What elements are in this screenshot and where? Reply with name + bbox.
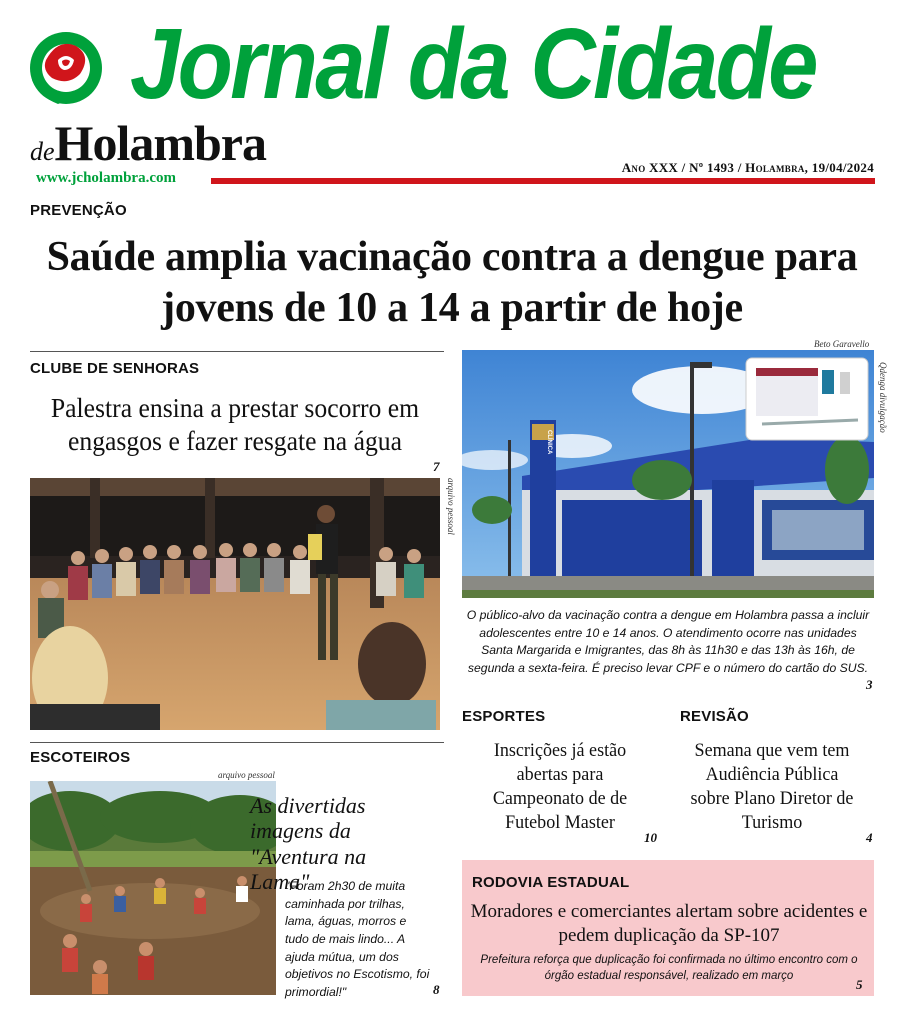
- website-link[interactable]: www.jcholambra.com: [36, 170, 176, 186]
- lead-photo-credit: Beto Garavello: [814, 339, 870, 349]
- rodovia-kicker: RODOVIA ESTADUAL: [472, 874, 630, 891]
- lead-caption: O público-alvo da vacinação contra a dengue em Holambra passa a incluir adolescentes entre 10 e 14 anos. O atendimento ocorre nas unidades Santa Margarida e Imigrantes, das 8h às 11h30 e das 13h às 16h, de segunda a sexta-feira. É preciso levar CPF e o número do cartão do SUS.: [466, 608, 870, 676]
- escoteiros-page-number: 8: [433, 982, 440, 997]
- clube-page-number: 7: [433, 459, 440, 474]
- clube-headline[interactable]: Palestra ensina a prestar socorro em engasgos e fazer resgate na água: [50, 393, 420, 456]
- escoteiros-divider: [30, 742, 444, 743]
- newspaper-subtitle: [30, 114, 266, 172]
- clinic-sign-text: CLÍNICA: [546, 430, 552, 455]
- lead-kicker: PREVENÇÃO: [30, 202, 127, 219]
- revisao-page-number: 4: [866, 830, 873, 845]
- rodovia-subtext: Prefeitura reforça que duplicação foi confirmada no último encontro com o órgão estadual responsável, realizado em março: [480, 954, 858, 982]
- escoteiros-kicker: ESCOTEIROS: [30, 749, 131, 766]
- esportes-headline[interactable]: Inscrições já estão abertas para Campeonato de de Futebol Master: [492, 740, 628, 834]
- subtitle-holambra: Holambra: [54, 115, 266, 171]
- rodovia-headline[interactable]: Moradores e comerciantes alertam sobre acidentes e pedem duplicação da SP-107: [470, 901, 868, 947]
- escoteiros-headline[interactable]: As divertidas imagens da "Aventura na Lama": [250, 793, 367, 894]
- newspaper-title: Jornal da Cidade: [130, 8, 816, 120]
- subtitle-de: de: [30, 137, 55, 166]
- edition-info: Ano XXX / Nº 1493 / Holambra, 19/04/2024: [621, 160, 874, 175]
- clube-photo[interactable]: [30, 478, 440, 730]
- esportes-kicker: ESPORTES: [462, 708, 546, 725]
- lead-headline[interactable]: Saúde amplia vacinação contra a dengue para jovens de 10 a 14 a partir de hoje: [46, 234, 858, 332]
- revisao-headline[interactable]: Semana que vem tem Audiência Pública sobre Plano Diretor de Turismo: [690, 740, 854, 834]
- clube-kicker: CLUBE DE SENHORAS: [30, 360, 200, 377]
- inset-photo-credit: Qdenga divulgação: [878, 362, 888, 433]
- escoteiros-photo-credit: arquivo pessoal: [218, 770, 275, 780]
- lead-photo[interactable]: [462, 350, 874, 598]
- escoteiros-quote: "Foram 2h30 de muita caminhada por trilhas, lama, águas, morros e tudo de mais lindo... A ajuda mútua, um dos objetivos no Escotismo, foi primordial!": [285, 879, 430, 1000]
- masthead-red-bar: [211, 178, 875, 184]
- lead-page-number: 3: [866, 677, 873, 692]
- rodovia-page-number: 5: [856, 977, 863, 992]
- revisao-kicker: REVISÃO: [680, 708, 749, 725]
- esportes-page-number: 10: [644, 830, 657, 845]
- escoteiros-photo[interactable]: [30, 781, 276, 995]
- rose-logo-icon: [28, 30, 104, 106]
- clube-divider: [30, 351, 444, 352]
- clube-photo-credit: arquivo pessoal: [446, 478, 456, 535]
